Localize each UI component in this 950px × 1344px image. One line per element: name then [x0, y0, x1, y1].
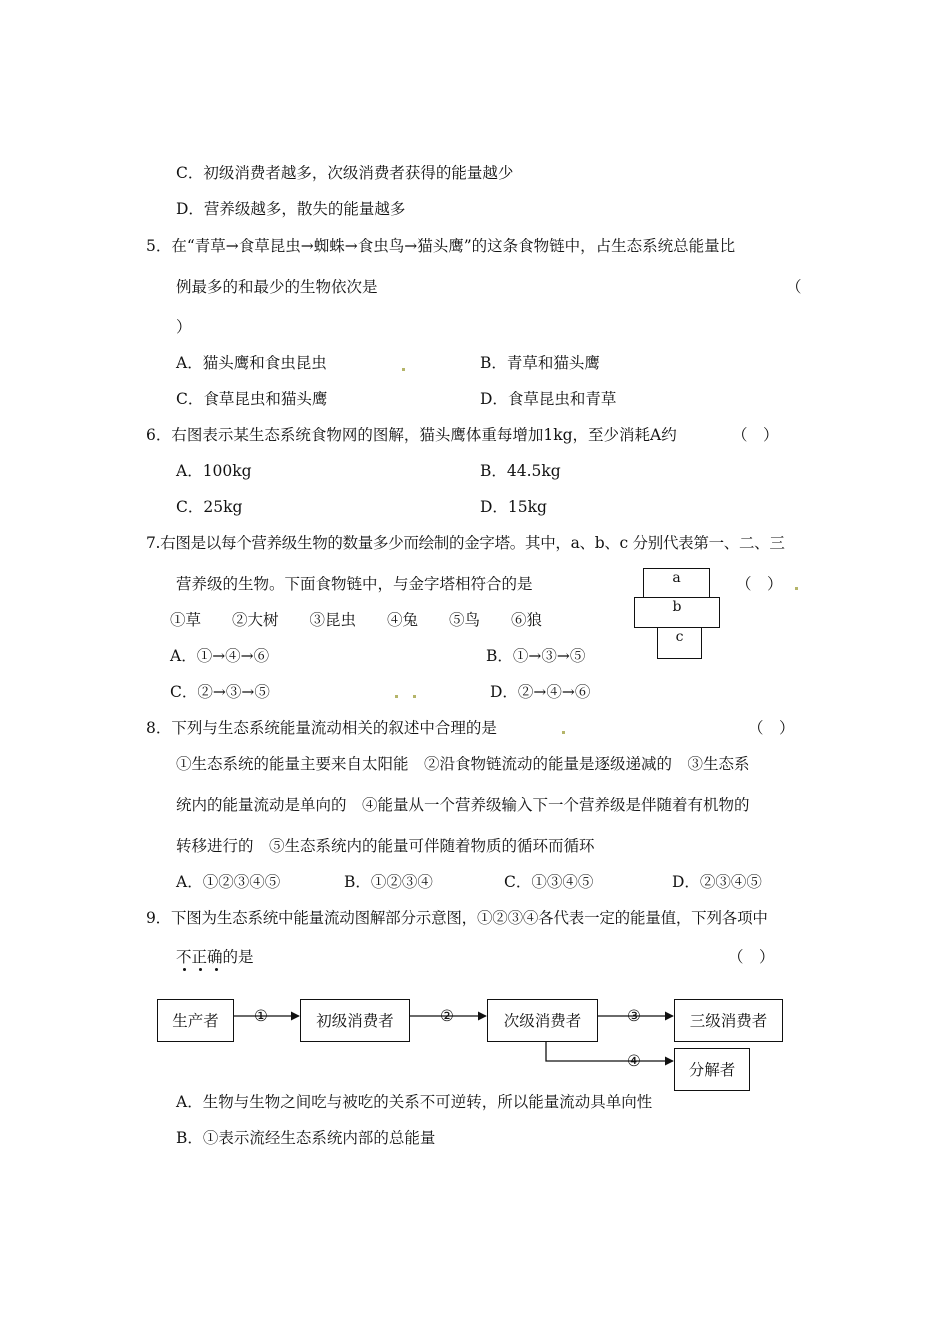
- q8-option-a: A．①②③④⑤: [176, 873, 281, 891]
- q6-option-c: C．25kg: [176, 498, 243, 516]
- q5-stem-line2: 例最多的和最少的生物依次是: [176, 278, 378, 296]
- q9-stem-line2: 不正确的是: [176, 948, 254, 966]
- arrow-secondary-to-decomposer: [546, 1042, 673, 1061]
- energy-label-2: ②: [440, 1007, 454, 1025]
- q9-option-b: B．①表示流经生态系统内部的总能量: [176, 1129, 436, 1147]
- pyramid-level-c: c: [657, 627, 702, 659]
- energy-label-3: ③: [627, 1007, 641, 1025]
- pyramid-level-a: a: [643, 568, 710, 598]
- q6-option-b: B．44.5kg: [480, 462, 561, 480]
- q4-option-c: C．初级消费者越多，次级消费者获得的能量越少: [176, 164, 514, 182]
- q8-statement-line1: ①生态系统的能量主要来自太阳能 ②沿食物链流动的能量是逐级递减的 ③生态系: [176, 755, 750, 773]
- q5-option-d: D．食草昆虫和青草: [480, 390, 617, 408]
- node-decomposer: 分解者: [674, 1048, 750, 1091]
- q9-option-a: A．生物与生物之间吃与被吃的关系不可逆转，所以能量流动具单向性: [176, 1093, 653, 1111]
- node-primary-consumer: 初级消费者: [300, 999, 410, 1042]
- q6-paren: （ ）: [732, 426, 779, 444]
- q7-stem-line2: 营养级的生物。下面食物链中，与金字塔相符合的是: [176, 575, 533, 593]
- q7-option-b: B．①→③→⑤: [486, 647, 586, 665]
- q8-statement-line3: 转移进行的 ⑤生态系统内的能量可伴随着物质的循环而循环: [176, 837, 595, 855]
- node-secondary-consumer: 次级消费者: [487, 999, 598, 1042]
- node-tertiary-consumer: 三级消费者: [674, 999, 783, 1042]
- q9-paren: （ ）: [728, 948, 775, 966]
- q8-option-d: D．②③④⑤: [672, 873, 762, 891]
- q5-paren-close: ）: [176, 318, 192, 336]
- q5-option-b: B．青草和猫头鹰: [480, 354, 600, 372]
- q4-option-d: D．营养级越多，散失的能量越多: [176, 200, 406, 218]
- q7-option-d: D．②→④→⑥: [490, 683, 591, 701]
- energy-label-4: ④: [627, 1052, 641, 1070]
- q8-paren: （ ）: [748, 719, 795, 737]
- q8-stem: 8．下列与生态系统能量流动相关的叙述中合理的是: [146, 719, 497, 737]
- q7-stem-line1: 7.右图是以每个营养级生物的数量多少而绘制的金字塔。其中，a、b、c 分别代表第一、二、三: [146, 534, 785, 552]
- q8-statement-line2: 统内的能量流动是单向的 ④能量从一个营养级输入下一个营养级是伴随着有机物的: [176, 796, 750, 814]
- node-producer: 生产者: [157, 999, 234, 1042]
- q5-option-c: C．食草昆虫和猫头鹰: [176, 390, 328, 408]
- q6-stem: 6．右图表示某生态系统食物网的图解，猫头鹰体重每增加1kg，至少消耗A约: [146, 426, 677, 444]
- q7-option-c: C．②→③→⑤: [170, 683, 270, 701]
- q6-option-d: D．15kg: [480, 498, 547, 516]
- energy-label-1: ①: [254, 1007, 268, 1025]
- q5-paren-open: （: [786, 278, 802, 296]
- q7-paren: （ ）: [736, 575, 783, 593]
- q7-option-a: A．①→④→⑥: [170, 647, 270, 665]
- q8-option-b: B．①②③④: [344, 873, 433, 891]
- pyramid-level-b: b: [634, 597, 720, 628]
- q5-option-a: A．猫头鹰和食虫昆虫: [176, 354, 327, 372]
- q8-option-c: C．①③④⑤: [504, 873, 594, 891]
- q7-items: ①草 ②大树 ③昆虫 ④兔 ⑤鸟 ⑥狼: [170, 611, 543, 629]
- q6-option-a: A．100kg: [176, 462, 252, 480]
- q9-stem-line1: 9．下图为生态系统中能量流动图解部分示意图，①②③④各代表一定的能量值，下列各项中: [146, 909, 768, 927]
- q5-stem-line1: 5．在“青草→食草昆虫→蜘蛛→食虫鸟→猫头鹰”的这条食物链中，占生态系统总能量比: [146, 237, 736, 255]
